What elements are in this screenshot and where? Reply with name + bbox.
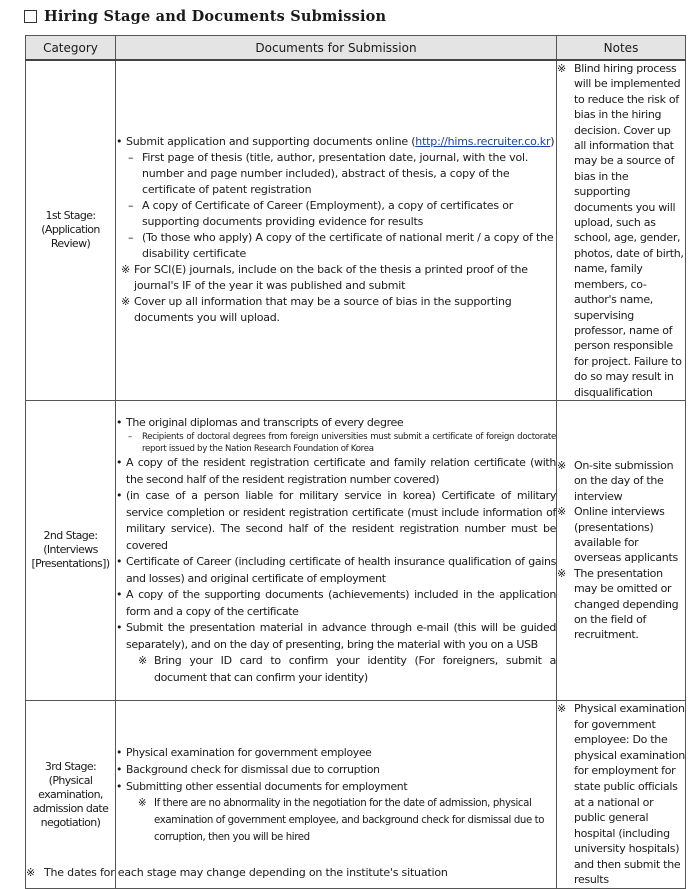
stage2-category: 2nd Stage: (Interviews [Presentations]) [26,400,116,700]
stage2-notes [557,400,686,700]
stage2-documents [116,400,557,700]
list-item: • Submit the presentation material in advance through e-mail (this will be guided separately), and on the day of presenting, bring the material with you on a USB [116,620,556,653]
reference-mark-icon: ※ [26,866,36,879]
list-item: – (To those who apply) A copy of the certificate of national merit / a copy of the disability certificate [116,230,556,262]
stage3-notes [557,700,686,888]
table-row-stage2 [26,400,686,700]
footnote [26,866,448,879]
note-text: ※ Physical examination for government employee: Do the physical examination for employment for state public officials at a national or public general hospital (including university hospitals) and then submit the results [557,701,685,888]
footnote-text: The dates for each stage may change depending on the institute's situation [44,866,448,879]
header-category: Category [26,36,116,61]
list-item: ※ Cover up all information that may be a source of bias in the supporting documents you will upload. [116,294,556,326]
checkbox-square-icon [24,10,37,23]
list-item: • (in case of a person liable for military service in korea) Certificate of military service completion or resident registration certificate (must include information of military service). The second half of the resident registration number must be covered [116,488,556,554]
header-documents: Documents for Submission [116,36,557,61]
stage3-documents [116,700,557,888]
list-item: • Background check for dismissal due to corruption [116,761,556,778]
header-notes: Notes [557,36,686,61]
list-item: – A copy of Certificate of Career (Employment), a copy of certificates or supporting documents providing evidence for results [116,198,556,230]
list-item: ※ For SCI(E) journals, include on the back of the thesis a printed proof of the journal's IF of the year it was published and submit [116,262,556,294]
list-item: • A copy of the supporting documents (achievements) included in the application form and a copy of the certificate [116,587,556,620]
hiring-stages-table [25,35,686,889]
table-header-row [26,36,686,61]
table-row-stage1 [26,60,686,400]
note-text: ※ On-site submission on the day of the interview [557,458,685,504]
recruiter-link[interactable]: http://hims.recruiter.co.kr [415,135,551,149]
list-item: • A copy of the resident registration certificate and family relation certificate (with the second half of the resident registration number covered) [116,455,556,488]
stage1-documents [116,60,557,400]
list-item: • Certificate of Career (including certificate of health insurance qualification of gains and losses) and original certificate of employment [116,554,556,587]
note-text: ※ Blind hiring process will be implemented to reduce the risk of bias in the hiring decision. Cover up all information that may be a source of bias in the supporting documents you will upload, such as school, age, gender, photos, date of birth, name, family members, co-author's name, supervising professor, name of person responsible for project. Failure to do so may result in disqualification [557,61,685,400]
list-item: – Recipients of doctoral degrees from foreign universities must submit a certificate of foreign doctorate report issued by the Nation Research Foundation of Korea [116,431,556,455]
stage1-notes [557,60,686,400]
section-heading-text: Hiring Stage and Documents Submission [44,7,387,25]
list-item: • The original diplomas and transcripts of every degree [116,415,556,432]
note-text: ※ Online interviews (presentations) available for overseas applicants [557,504,685,566]
list-item: ※ Bring your ID card to confirm your identity (For foreigners, submit a document that can confirm your identity) [116,653,556,686]
stage3-category: 3rd Stage: (Physical examination, admission date negotiation) [26,700,116,888]
list-item: • Physical examination for government employee [116,744,556,761]
list-item: • Submit application and supporting documents online (http://hims.recruiter.co.kr) [116,134,556,150]
list-item: ※ If there are no abnormality in the negotiation for the date of admission, physical examination of government employee, and background check for dismissal due to corruption, then you will be hired [116,795,556,846]
list-item: – First page of thesis (title, author, presentation date, journal, with the vol. number and page number included), abstract of thesis, a copy of the certificate of patent registration [116,150,556,198]
table-row-stage3 [26,700,686,888]
note-text: ※ The presentation may be omitted or changed depending on the field of recruitment. [557,566,685,643]
stage1-category: 1st Stage: (Application Review) [26,60,116,400]
section-heading [24,5,386,27]
list-item: • Submitting other essential documents for employment [116,778,556,795]
